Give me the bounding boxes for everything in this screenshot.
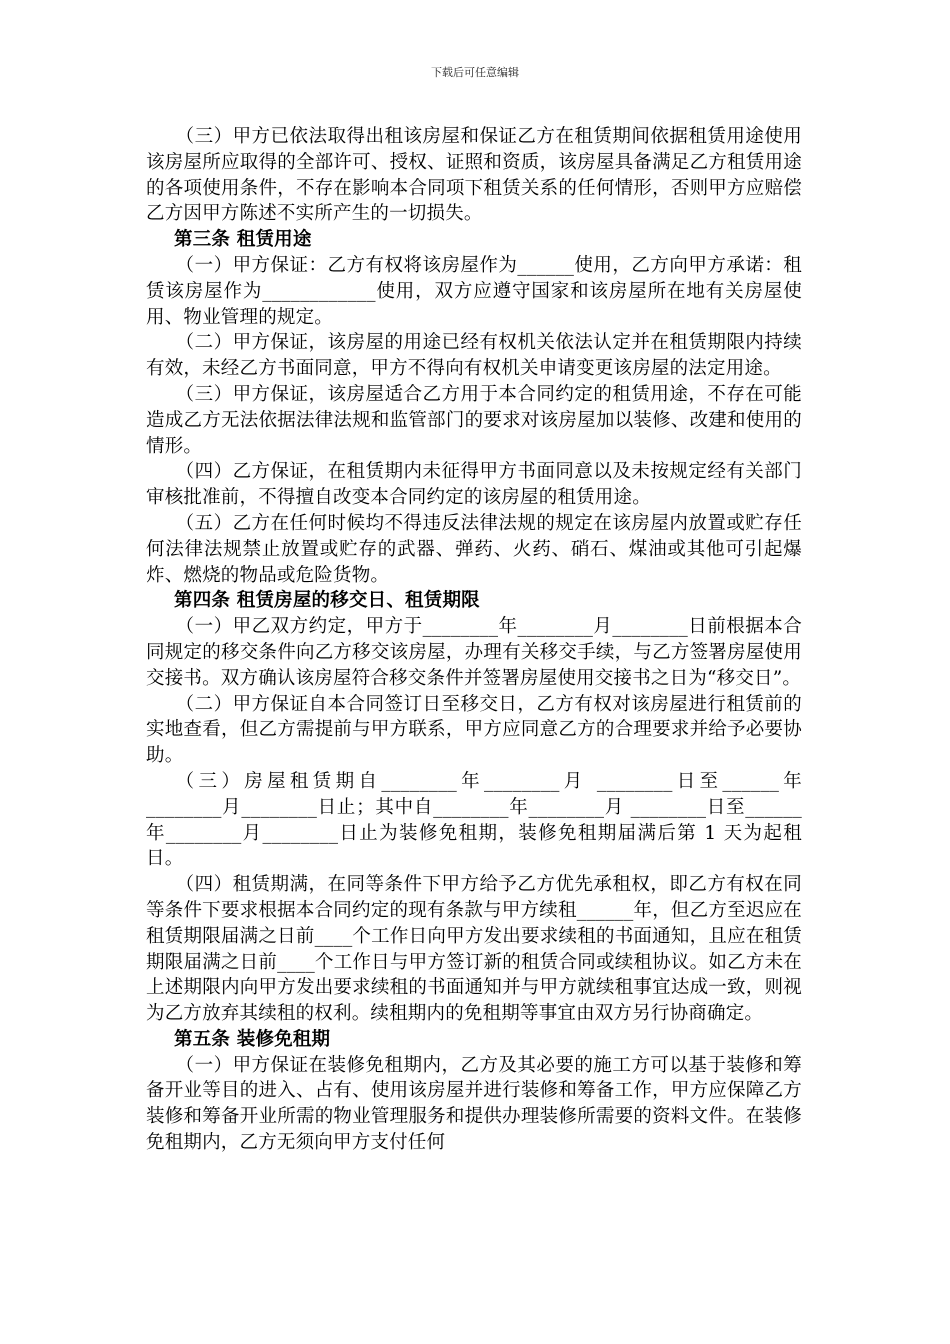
clause-3-item-5: （五）乙方在任何时候均不得违反法律法规的规定在该房屋内放置或贮存任何法律法规禁止放置或贮存的武器、弹药、火药、硝石、煤油或其他可引起爆炸、燃烧的物品或危险货物。 bbox=[146, 512, 802, 586]
clause-2-item-3: （三）甲方已依法取得出租该房屋和保证乙方在租赁期间依据租赁用途使用该房屋所应取得的全部许可、授权、证照和资质，该房屋具备满足乙方租赁用途的各项使用条件，不存在影响本合同项下租赁关系的任何情形，否则甲方应赔偿乙方因甲方陈述不实所产生的一切损失。 bbox=[146, 126, 802, 225]
clause-5-item-1: （一）甲方保证在装修免租期内，乙方及其必要的施工方可以基于装修和筹备开业等目的进入、占有、使用该房屋并进行装修和筹备工作，甲方应保障乙方装修和筹备开业所需的物业管理服务和提供办理装修所需要的资料文件。在装修免租期内，乙方无须向甲方支付任何 bbox=[146, 1054, 802, 1154]
clause-4-item-1: （一）甲乙双方约定，甲方于________年________月________日前根据本合同规定的移交条件向乙方移交该房屋，办理有关移交手续，与乙方签署房屋使用交接书。双方确认该房屋符合移交条件并签署房屋使用交接书之日为“移交日”。 bbox=[146, 616, 802, 689]
clause-3-item-4: （四）乙方保证，在租赁期内未征得甲方书面同意以及未按规定经有关部门审核批准前，不得擅自改变本合同约定的该房屋的租赁用途。 bbox=[146, 461, 802, 509]
page-header: 下载后可任意编辑 bbox=[431, 66, 519, 79]
article-4-heading: 第四条 租赁房屋的移交日、租赁期限 bbox=[174, 590, 480, 612]
clause-3-item-3: （三）甲方保证，该房屋适合乙方用于本合同约定的租赁用途，不存在可能造成乙方无法依据法律法规和监管部门的要求对该房屋加以装修、改建和使用的情形。 bbox=[146, 383, 802, 457]
clause-3-item-2: （二）甲方保证，该房屋的用途已经有权机关依法认定并在租赁期限内持续有效，未经乙方书面同意，甲方不得向有权机关申请变更该房屋的法定用途。 bbox=[146, 332, 802, 380]
document-body bbox=[146, 124, 802, 1156]
clause-3-item-1: （一）甲方保证：乙方有权将该房屋作为______使用，乙方向甲方承诺：租赁该房屋作为____________使用，双方应遵守国家和该房屋所在地有关房屋使用、物业管理的规定。 bbox=[146, 254, 802, 328]
clause-4-item-4: （四）租赁期满，在同等条件下甲方给予乙方优先承租权，即乙方有权在同等条件下要求根据本合同约定的现有条款与甲方续租______年，但乙方至迟应在租赁期限届满之日前____个工作日向甲方发出要求续租的书面通知，且应在租赁期限届满之日前____个工作日与甲方签订新的租赁合同或续租协议。如乙方未在上述期限内向甲方发出要求续租的书面通知并与甲方就续租事宜达成一致，则视为乙方放弃其续租的权利。续租期内的免租期等事宜由双方另行协商确定。 bbox=[146, 874, 802, 1025]
article-5-heading: 第五条 装修免租期 bbox=[174, 1028, 331, 1050]
clause-4-item-3: （三）房屋租赁期自________年________月 ________日至______年________月________日止；其中自________年________月 ________日至______年________月________日止为装修免租期，装修免租期届满后第 1 天为起租日。 bbox=[146, 770, 802, 870]
clause-4-item-2: （二）甲方保证自本合同签订日至移交日，乙方有权对该房屋进行租赁前的实地查看，但乙方需提前与甲方联系，甲方应同意乙方的合理要求并给予必要协助。 bbox=[146, 693, 802, 767]
article-3-heading: 第三条 租赁用途 bbox=[174, 229, 312, 251]
